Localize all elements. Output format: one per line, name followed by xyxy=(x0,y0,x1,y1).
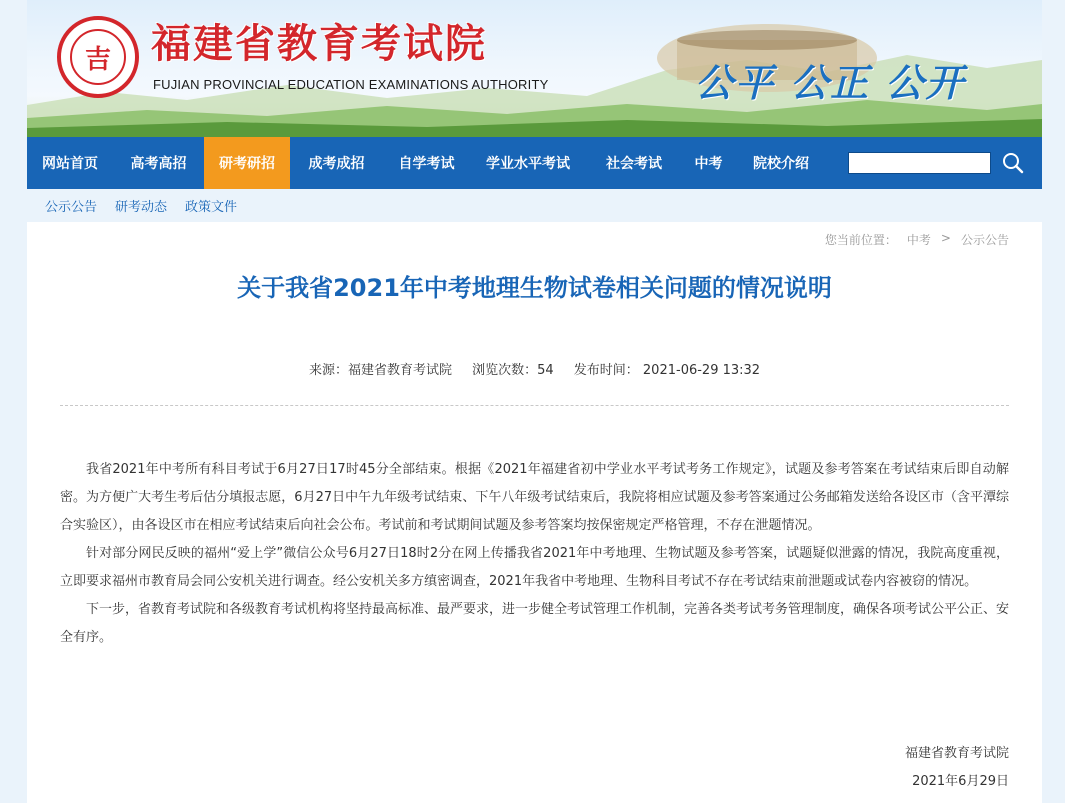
meta-divider xyxy=(60,405,1009,406)
site-title: 福建省教育考试院 xyxy=(151,20,487,67)
site-subtitle: FUJIAN PROVINCIAL EDUCATION EXAMINATIONS AUTHORITY xyxy=(153,77,549,92)
nav-item-zikao[interactable]: 自学考试 xyxy=(398,156,455,172)
search-button[interactable] xyxy=(1000,150,1026,176)
article-signature xyxy=(905,740,1009,796)
logo-glyph: 吉 xyxy=(70,29,126,85)
article-views: 浏览次数：54 xyxy=(472,363,554,378)
nav-item-xueye[interactable]: 学业水平考试 xyxy=(486,156,570,172)
article-source: 来源：福建省教育考试院 xyxy=(308,363,452,378)
search-icon xyxy=(1002,152,1024,174)
article-paragraph: 下一步，省教育考试院和各级教育考试机构将坚持最高标准、最严要求，进一步健全考试管理工作机制，完善各类考试考务管理制度，确保各项考试公平公正、安全有序。 xyxy=(60,602,1010,645)
nav-item-gaokao[interactable]: 高考高招 xyxy=(130,156,187,172)
article-paragraph: 我省2021年中考所有科目考试于6月27日17时45分全部结束。根据《2021年福建省初中学业水平考试考务工作规定》，试题及参考答案在考试结束后即自动解密。为方便广大考生考后估分填报志愿，6月27日中午九年级考试结束、下午八年级考试结束后，我院将相应试题及参考答案通过公务邮箱发送给各设区市（含平潭综合实验区），由各设区市在相应考试结束后向社会公布。考试前和考试期间试题及参考答案均按保密规定严格管理，不存在泄题情况。 xyxy=(60,462,1009,533)
nav-item-chengkao[interactable]: 成考成招 xyxy=(308,156,365,172)
signature-date: 2021年6月29日 xyxy=(912,774,1009,789)
nav-item-yankao[interactable]: 研考研招 xyxy=(204,137,290,189)
page-frame xyxy=(27,0,1042,803)
nav-item-yuanxiao[interactable]: 院校介绍 xyxy=(753,156,809,172)
nav-item-home[interactable]: 网站首页 xyxy=(42,156,98,172)
site-logo[interactable] xyxy=(57,16,139,98)
article-published: 发布时间： 2021-06-29 13:32 xyxy=(573,363,761,378)
breadcrumb-prefix: 您当前位置： xyxy=(824,233,897,247)
sub-nav xyxy=(27,189,1042,222)
site-banner xyxy=(27,0,1042,137)
signature-org: 福建省教育考试院 xyxy=(904,746,1009,761)
main-nav xyxy=(27,137,1042,189)
breadcrumb-item-zhongkao[interactable]: 中考 xyxy=(906,233,931,247)
article-body xyxy=(60,456,1009,652)
article-panel xyxy=(27,222,1042,803)
subnav-item-news[interactable]: 研考动态 xyxy=(115,200,168,215)
search-input[interactable] xyxy=(848,152,991,174)
article-title: 关于我省2021年中考地理生物试卷相关问题的情况说明 xyxy=(237,274,832,302)
subnav-item-notices[interactable]: 公示公告 xyxy=(45,200,98,215)
article-paragraph: 针对部分网民反映的福州“爱上学”微信公众号6月27日18时2分在网上传播我省2021年中考地理、生物试题及参考答案，试题疑似泄露的情况，我院高度重视，立即要求福州市教育局会同公安机关进行调查。经公安机关多方缜密调查，2021年我省中考地理、生物科目考试不存在考试结束前泄题或试卷内容被窃的情况。 xyxy=(60,546,1009,589)
nav-item-zhongkao[interactable]: 中考 xyxy=(694,156,723,172)
nav-item-shehui[interactable]: 社会考试 xyxy=(606,156,662,172)
subnav-item-policies[interactable]: 政策文件 xyxy=(185,200,238,215)
article-meta xyxy=(27,359,1042,378)
breadcrumb xyxy=(815,231,1009,248)
breadcrumb-separator: > xyxy=(940,231,951,245)
site-slogan: 公平 公正 公开 xyxy=(695,60,966,105)
breadcrumb-item-notices[interactable]: 公示公告 xyxy=(960,233,1009,247)
